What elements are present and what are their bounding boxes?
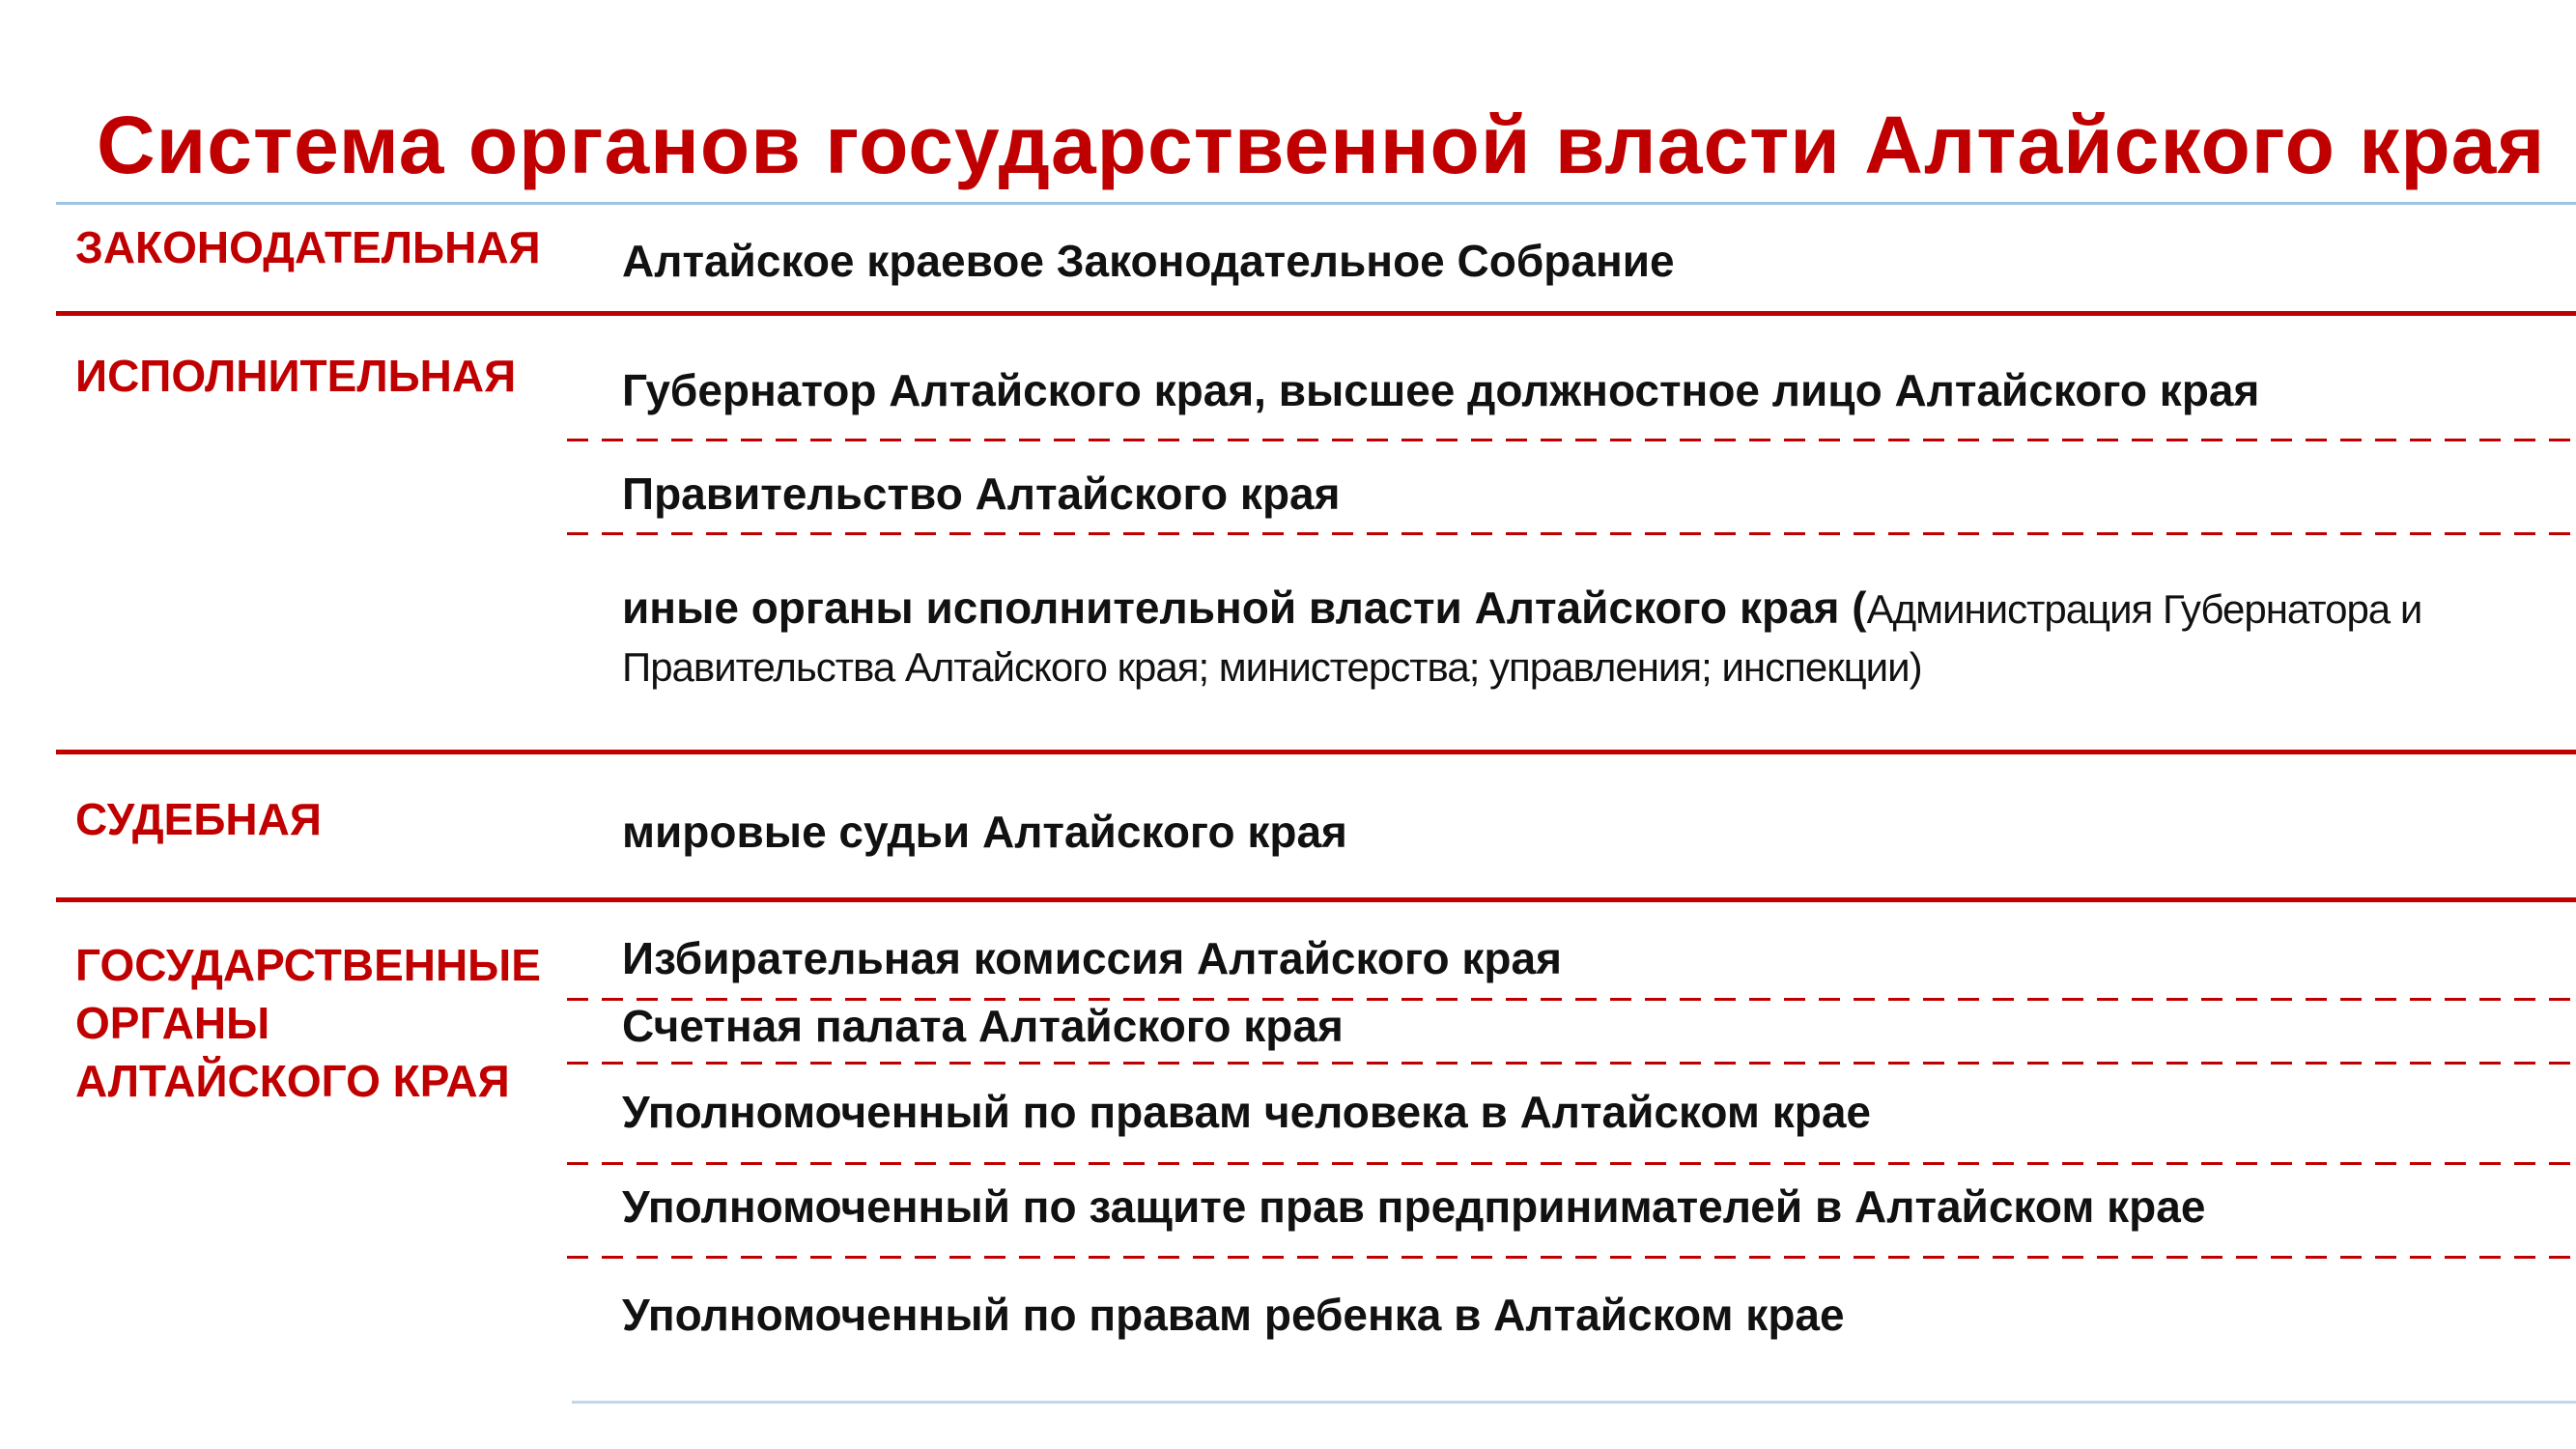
organ-legislative-assembly: Алтайское краевое Законодательное Собрание	[622, 236, 1675, 286]
organ-child-rights-ombudsman: Уполномоченный по правам ребенка в Алтайском крае	[622, 1290, 1845, 1340]
branch-state-bodies-label: ГОСУДАРСТВЕННЫЕ ОРГАНЫ АЛТАЙСКОГО КРАЯ	[75, 940, 541, 1106]
section-divider	[56, 897, 2576, 902]
section-divider	[56, 750, 2576, 754]
bottom-divider	[572, 1401, 2576, 1404]
row-divider	[567, 439, 2576, 441]
organ-other-executive-detail: Администрация Губернатора и Правительства Алтайского края; министерства; управления; инспекции)	[622, 586, 2422, 690]
section-divider	[56, 311, 2576, 316]
organ-audit-chamber: Счетная палата Алтайского края	[622, 1001, 1344, 1051]
organ-business-ombudsman: Уполномоченный по защите прав предпринимателей в Алтайском крае	[622, 1181, 2206, 1232]
row-divider	[567, 1162, 2576, 1165]
organ-government: Правительство Алтайского края	[622, 469, 1341, 519]
organ-other-executive	[622, 580, 2554, 696]
organ-magistrates: мировые судьи Алтайского края	[622, 807, 1347, 857]
row-divider	[567, 532, 2576, 535]
row-divider	[567, 1062, 2576, 1065]
branch-executive-label: ИСПОЛНИТЕЛЬНАЯ	[75, 351, 517, 401]
organ-other-executive-main: иные органы исполнительной власти Алтайского края (	[622, 582, 1867, 633]
branch-legislative-label: ЗАКОНОДАТЕЛЬНАЯ	[75, 222, 541, 272]
page-title: Система органов государственной власти Алтайского края	[97, 99, 2546, 190]
row-divider	[567, 1256, 2576, 1259]
title-divider	[56, 202, 2576, 205]
organ-governor: Губернатор Алтайского края, высшее должностное лицо Алтайского края	[622, 365, 2260, 415]
organ-human-rights-ombudsman: Уполномоченный по правам человека в Алтайском крае	[622, 1087, 1871, 1137]
organ-election-commission: Избирательная комиссия Алтайского края	[622, 933, 1562, 983]
branch-judicial-label: СУДЕБНАЯ	[75, 794, 322, 844]
